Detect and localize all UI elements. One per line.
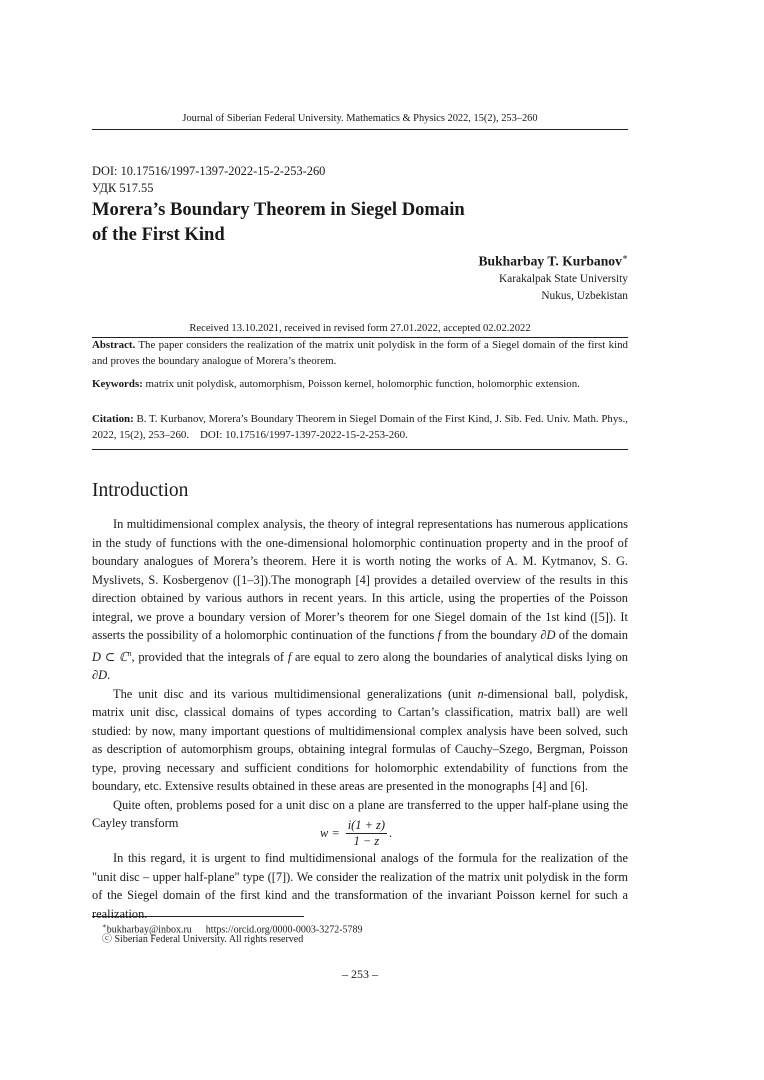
paper-title [92, 197, 628, 247]
math-n-2: n [477, 686, 484, 701]
author-name-text: Bukharbay T. Kurbanov [478, 253, 622, 269]
p2-text-b: -dimensional ball, polydisk, matrix unit disc, classical domains of types according to Cartan’s classification, matrix ball) are well studied: by now, many important questions of multidimensional complex analysis have been solved, such as description of automorphism groups, obtaining integral formulas of Cauchy–Szego, Bergman, Poisson type, proving necessary and sufficient conditions for holomorphic extendability of functions from the boundary, etc. Extensive results obtained in these areas are presented in the monographs [4] and [6]. [92, 686, 628, 794]
p1-text-b: from the boundary [441, 628, 541, 642]
p1-text-e: are equal to zero along the boundaries of analytical disks lying on [291, 649, 628, 664]
math-f: f [437, 628, 442, 642]
intro-body [92, 515, 628, 833]
footnote-rule [92, 916, 304, 917]
abstract-text: The paper considers the realization of the matrix unit polydisk in the form of a Siegel domain of the first kind and proves the boundary analogue of Morera’s theorem. [92, 339, 628, 367]
formula-period: . [389, 826, 393, 840]
p2-text-a: The unit disc and its various multidimensional generalizations (unit [113, 686, 478, 701]
formula-fraction [346, 818, 387, 849]
footnote-copyright: ⓒ Siberian Federal University. All rights reserved [102, 934, 304, 945]
paragraph-1 [92, 515, 628, 685]
abstract-bottom-rule [92, 449, 628, 450]
author-footnote-mark: ∗ [621, 252, 628, 262]
received-dates: Received 13.10.2021, received in revised form 27.01.2022, accepted 02.02.2022 [189, 323, 531, 334]
paragraph-3: Quite often, problems posed for a unit disc on a plane are transferred to the upper half-plane using the Cayley transform [92, 797, 628, 831]
udk: УДК 517.55 [92, 181, 154, 195]
formula-numerator: i(1 + z) [347, 818, 386, 832]
author-university: Karakalpak State University [498, 273, 628, 285]
citation-label: Citation: [92, 413, 134, 425]
math-boundary-d: ∂D [540, 628, 556, 642]
intro-body-continued [92, 849, 628, 923]
formula-lhs: w = [320, 826, 340, 840]
abstract-label: Abstract. [92, 339, 136, 351]
p1-text-c: of the domain [555, 628, 628, 642]
cayley-formula [320, 818, 392, 849]
header-rule [92, 129, 628, 130]
title-line-2: of the First Kind [92, 224, 225, 245]
p1-text-f: . [107, 668, 111, 683]
math-domain: D ⊂ ℂ [92, 649, 128, 664]
author-email[interactable]: bukharbay@inbox.ru [106, 924, 192, 936]
p1-text-a: In multidimensional complex analysis, the theory of integral representations has numerous applications in the study of functions with the one-dimensional holomorphic continuation property and in the proof of boundary analogues of Morera’s theorem. Here it is worth noting the works of A. M. Kytmanov, S. G. Myslivets, S. Kosbergenov ([1–3]).The monograph [4] provides a detailed overview of the results in this direction obtained by various authors in recent years. In this article, using the properties of the Poisson integral, we prove a boundary version of Morer’s theorem for one Siegel domain of the 1st kind ([5]). It asserts the possibility of a holomorphic continuation of the functions [92, 517, 628, 642]
doi-block [92, 163, 325, 197]
keywords [92, 377, 628, 393]
keywords-text: matrix unit polydisk, automorphism, Poisson kernel, holomorphic function, holomorphic extension. [142, 378, 580, 390]
footnote-mark: ∗ [102, 922, 107, 930]
citation [92, 412, 631, 443]
author-city: Nukus, Uzbekistan [541, 290, 628, 302]
title-line-1: Morera’s Boundary Theorem in Siegel Domain [92, 199, 465, 220]
orcid-link[interactable]: https://orcid.org/0000-0003-3272-5789 [205, 924, 363, 936]
section-heading: Introduction [92, 480, 189, 501]
abstract [92, 338, 628, 369]
math-f-2: f [287, 649, 292, 664]
paragraph-4: In this regard, it is urgent to find multidimensional analogs of the formula for the realization of the "unit disc – upper half-plane" type ([7]). We consider the realization of the matrix unit polydisk in the form of the Siegel domain of the first kind and the transformation of the invariant Poisson kernel for such a realization. [92, 851, 628, 921]
math-boundary-d-2: ∂D [92, 668, 108, 683]
page-number: – 253 – [342, 967, 378, 981]
journal-header: Journal of Siberian Federal University. Mathematics & Physics 2022, 15(2), 253–260 [182, 113, 538, 124]
keywords-label: Keywords: [92, 378, 143, 390]
p1-text-d: , provided that the integrals of [131, 649, 288, 664]
author-name [478, 252, 628, 270]
formula-denominator: 1 − z [353, 834, 380, 848]
paragraph-2 [92, 685, 628, 796]
doi: DOI: 10.17516/1997-1397-2022-15-2-253-260 [92, 164, 326, 178]
math-n: n [127, 648, 132, 658]
citation-text: B. T. Kurbanov, Morera’s Boundary Theorem in Siegel Domain of the First Kind, J. Sib. Fed. Univ. Math. Phys., 2022, 15(2), 253–260. DOI: 10.17516/1997-1397-2022-15-2-253-260. [92, 413, 631, 441]
